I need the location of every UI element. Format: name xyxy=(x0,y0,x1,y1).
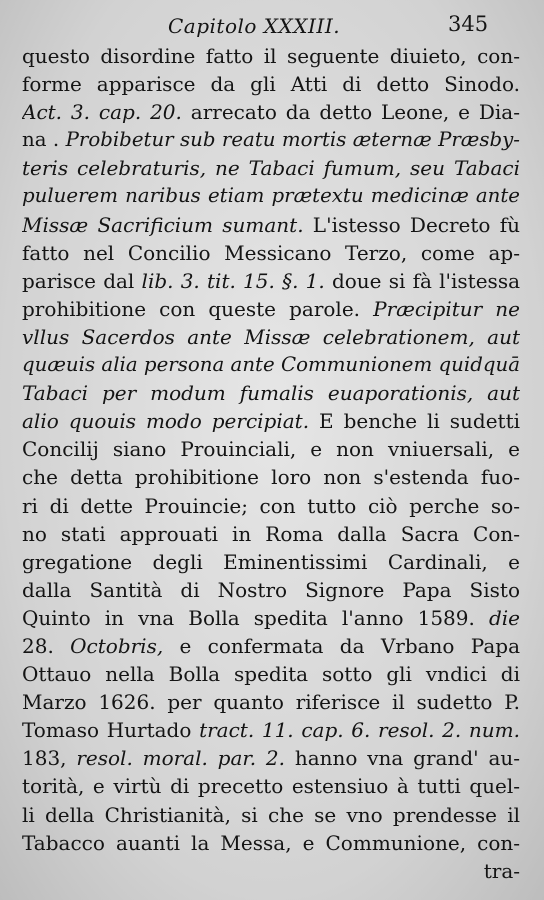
body-text xyxy=(22,42,520,885)
text-line xyxy=(22,98,520,126)
text-run: tra- xyxy=(483,858,520,883)
text-line xyxy=(22,801,520,829)
text-line xyxy=(22,295,520,323)
text-line xyxy=(22,407,520,435)
text-run: parisce dal xyxy=(22,268,142,293)
text-line xyxy=(22,576,520,604)
text-line xyxy=(22,154,520,182)
text-run: e confermata da Vrbano Papa xyxy=(163,633,520,658)
text-line xyxy=(22,323,520,351)
text-line xyxy=(22,492,520,520)
text-run: na . xyxy=(22,128,66,152)
text-run: Quinto in vna Bolla spedita l'anno 1589. xyxy=(22,605,489,630)
italic-text-run: die xyxy=(488,605,520,630)
text-run: 28. xyxy=(22,633,71,658)
text-run: 183, xyxy=(22,746,77,771)
text-run: no stati approuati in Roma dalla Sacra Con- xyxy=(22,521,520,546)
text-line xyxy=(22,632,520,660)
page-number: 345 xyxy=(448,12,489,36)
italic-text-run: teris celebraturis, ne Tabaci fumum, seu Tabaci xyxy=(22,156,520,181)
text-line xyxy=(22,435,520,463)
text-line xyxy=(22,379,520,407)
text-run: Concilij siano Prouinciali, e non vniuersali, e xyxy=(22,437,520,462)
text-line xyxy=(22,660,520,688)
text-run: gregatione degli Eminentissimi Cardinali, e xyxy=(22,549,520,574)
italic-text-run: tract. 11. cap. 6. resol. 2. num. xyxy=(199,718,520,743)
italic-text-run: Act. 3. cap. 20. xyxy=(22,100,182,125)
text-run: prohibitione con queste parole. xyxy=(22,296,374,321)
text-run: E benche li sudetti xyxy=(309,409,520,434)
italic-text-run: lib. 3. tit. 15. §. 1. xyxy=(141,268,325,293)
text-line xyxy=(22,772,520,800)
text-run: li della Christianità, si che se vno prendesse il xyxy=(22,802,520,827)
text-line xyxy=(22,42,520,70)
text-line xyxy=(22,829,520,857)
italic-text-run: Tabaci per modum fumalis euaporationis, aut xyxy=(22,381,520,406)
text-run: fatto nel Concilio Messicano Terzo, come ap- xyxy=(22,240,520,265)
text-run: Tomaso Hurtado xyxy=(22,718,200,743)
italic-text-run: Missæ Sacrificium sumant. xyxy=(22,212,304,237)
italic-text-run: Præcipitur ne xyxy=(373,296,520,321)
italic-text-run: vllus Sacerdos ante Missæ celebrationem, aut xyxy=(22,324,520,349)
text-run: Ottauo nella Bolla spedita sotto gli vndici di xyxy=(22,662,520,687)
italic-text-run: puluerem naribus etiam prætextu medicinæ ante xyxy=(22,184,520,208)
text-run: arrecato da detto Leone, e Dia- xyxy=(181,100,520,125)
text-line xyxy=(22,182,520,210)
text-run: Tabacco auanti la Messa, e Communione, con- xyxy=(22,830,520,855)
text-line xyxy=(22,211,520,239)
text-line xyxy=(22,239,520,267)
text-line xyxy=(22,351,520,379)
text-run: dalla Santità di Nostro Signore Papa Sisto xyxy=(22,577,520,602)
text-run: che detta prohibitione loro non s'estenda fuo- xyxy=(22,465,520,490)
text-line xyxy=(22,267,520,295)
text-run: doue si fà l'istessa xyxy=(324,268,520,293)
text-run: L'istesso Decreto fù xyxy=(303,212,520,237)
text-run: questo disordine fatto il seguente diuieto, con- xyxy=(22,44,520,68)
text-run: ri di dette Prouincie; con tutto ciò perche so- xyxy=(22,493,520,518)
text-run: torità, e virtù di precetto estensiuo à tutti quel- xyxy=(22,774,520,799)
text-line xyxy=(22,548,520,576)
text-line xyxy=(22,857,520,885)
text-line xyxy=(22,604,520,632)
text-line xyxy=(22,520,520,548)
italic-text-run: Octobris, xyxy=(70,633,164,658)
italic-text-run: quæuis alia persona ante Communionem quidquā xyxy=(22,353,520,377)
text-line xyxy=(22,126,520,154)
text-line xyxy=(22,463,520,491)
text-run: forme apparisce da gli Atti di detto Sinodo. xyxy=(22,72,520,97)
italic-text-run: alio quouis modo percipiat. xyxy=(22,409,310,434)
running-title: Capitolo XXXIII. xyxy=(168,14,341,38)
text-line xyxy=(22,70,520,98)
text-run: Marzo 1626. per quanto riferisce il sudetto P. xyxy=(22,690,520,715)
text-run: hanno vna grand' au- xyxy=(285,746,520,771)
text-line xyxy=(22,716,520,744)
text-line xyxy=(22,688,520,716)
page-header xyxy=(0,14,544,40)
italic-text-run: resol. moral. par. 2. xyxy=(76,746,286,771)
italic-text-run: Probibetur sub reatu mortis æternæ Præsby- xyxy=(65,128,520,152)
text-line xyxy=(22,744,520,772)
